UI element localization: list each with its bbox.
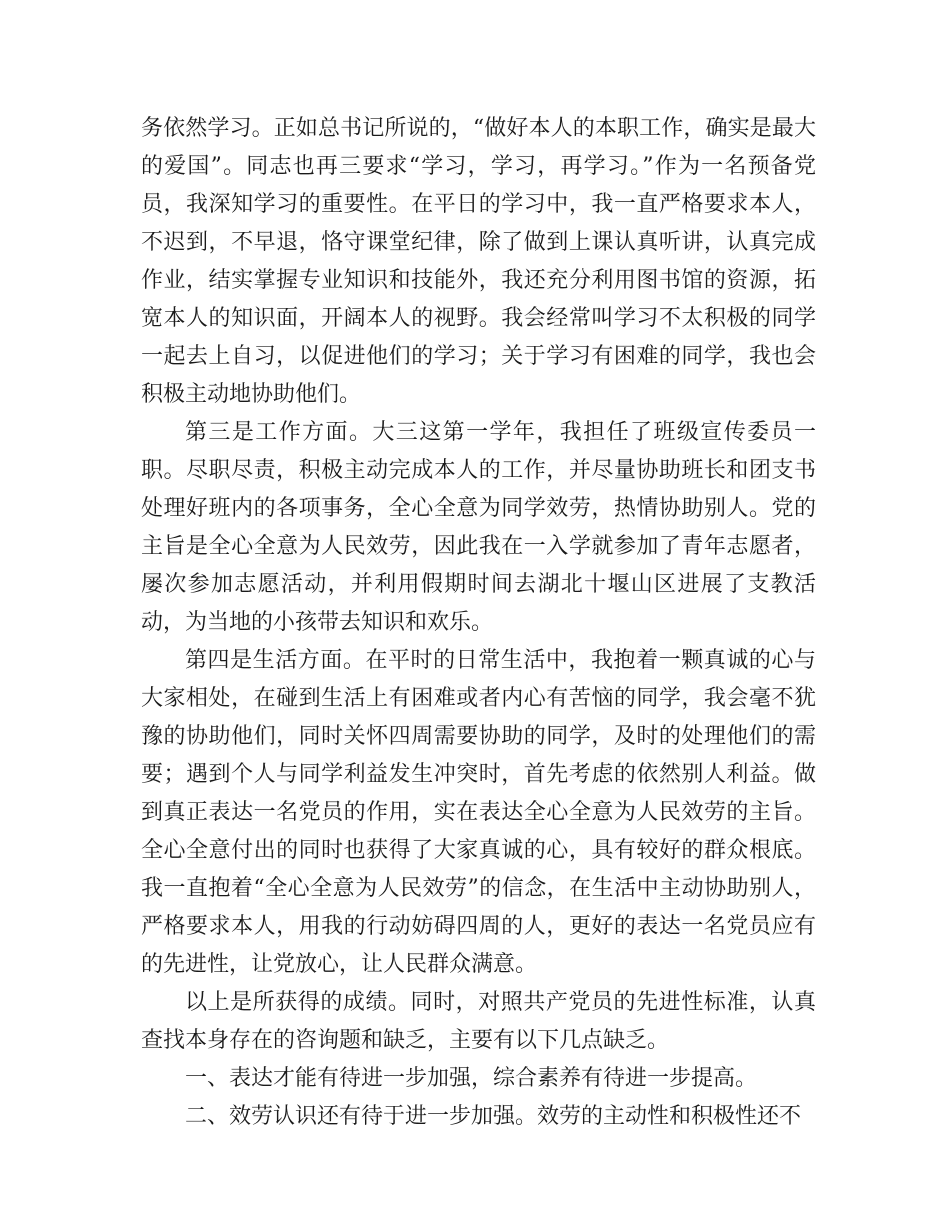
- paragraph-life: 第四是生活方面。在平时的日常生活中，我抱着一颗真诚的心与大家相处，在碰到生活上有困难或者内心有苦恼的同学，我会毫不犹豫的协助他们，同时关怀四周需要协助的同学，及时的处理他们的需要；遇到个人与同学利益发生冲突时，首先考虑的依然别人利益。做到真正表达一名党员的作用，实在表达全心全意为人民效劳的主旨。全心全意付出的同时也获得了大家真诚的心，具有较好的群众根底。我一直抱着“全心全意为人民效劳”的信念，在生活中主动协助别人，严格要求本人，用我的行动妨碍四周的人，更好的表达一名党员应有的先进性，让党放心，让人民群众满意。: [141, 648, 816, 977]
- paragraph-work: 第三是工作方面。大三这第一学年，我担任了班级宣传委员一职。尽职尽责，积极主动完成本人的工作，并尽量协助班长和团支书处理好班内的各项事务，全心全意为同学效劳，热情协助别人。党的主旨是全心全意为人民效劳，因此我在一入学就参加了青年志愿者，屡次参加志愿活动，并利用假期时间去湖北十堰山区进展了支教活动，为当地的小孩带去知识和欢乐。: [141, 420, 816, 635]
- paragraph-shortcoming-one: 一、表达才能有待进一步加强，综合素养有待进一步提高。: [185, 1066, 758, 1091]
- document-body: [141, 110, 816, 1136]
- paragraph-shortcoming-two: 二、效劳认识还有待于进一步加强。效劳的主动性和积极性还不: [185, 1104, 802, 1129]
- paragraph-achievements-summary: 以上是所获得的成绩。同时，对照共产党员的先进性标准，认真查找本身存在的咨询题和缺乏，主要有以下几点缺乏。: [141, 990, 816, 1053]
- paragraph-study-continued: 务依然学习。正如总书记所说的，“做好本人的本职工作，确实是最大的爱国”。同志也再三要求“学习，学习，再学习。”作为一名预备党员，我深知学习的重要性。在平日的学习中，我一直严格要求本人，不迟到，不早退，恪守课堂纪律，除了做到上课认真听讲，认真完成作业，结实掌握专业知识和技能外，我还充分利用图书馆的资源，拓宽本人的知识面，开阔本人的视野。我会经常叫学习不太积极的同学一起去上自习，以促进他们的学习；关于学习有困难的同学，我也会积极主动地协助他们。: [141, 116, 816, 407]
